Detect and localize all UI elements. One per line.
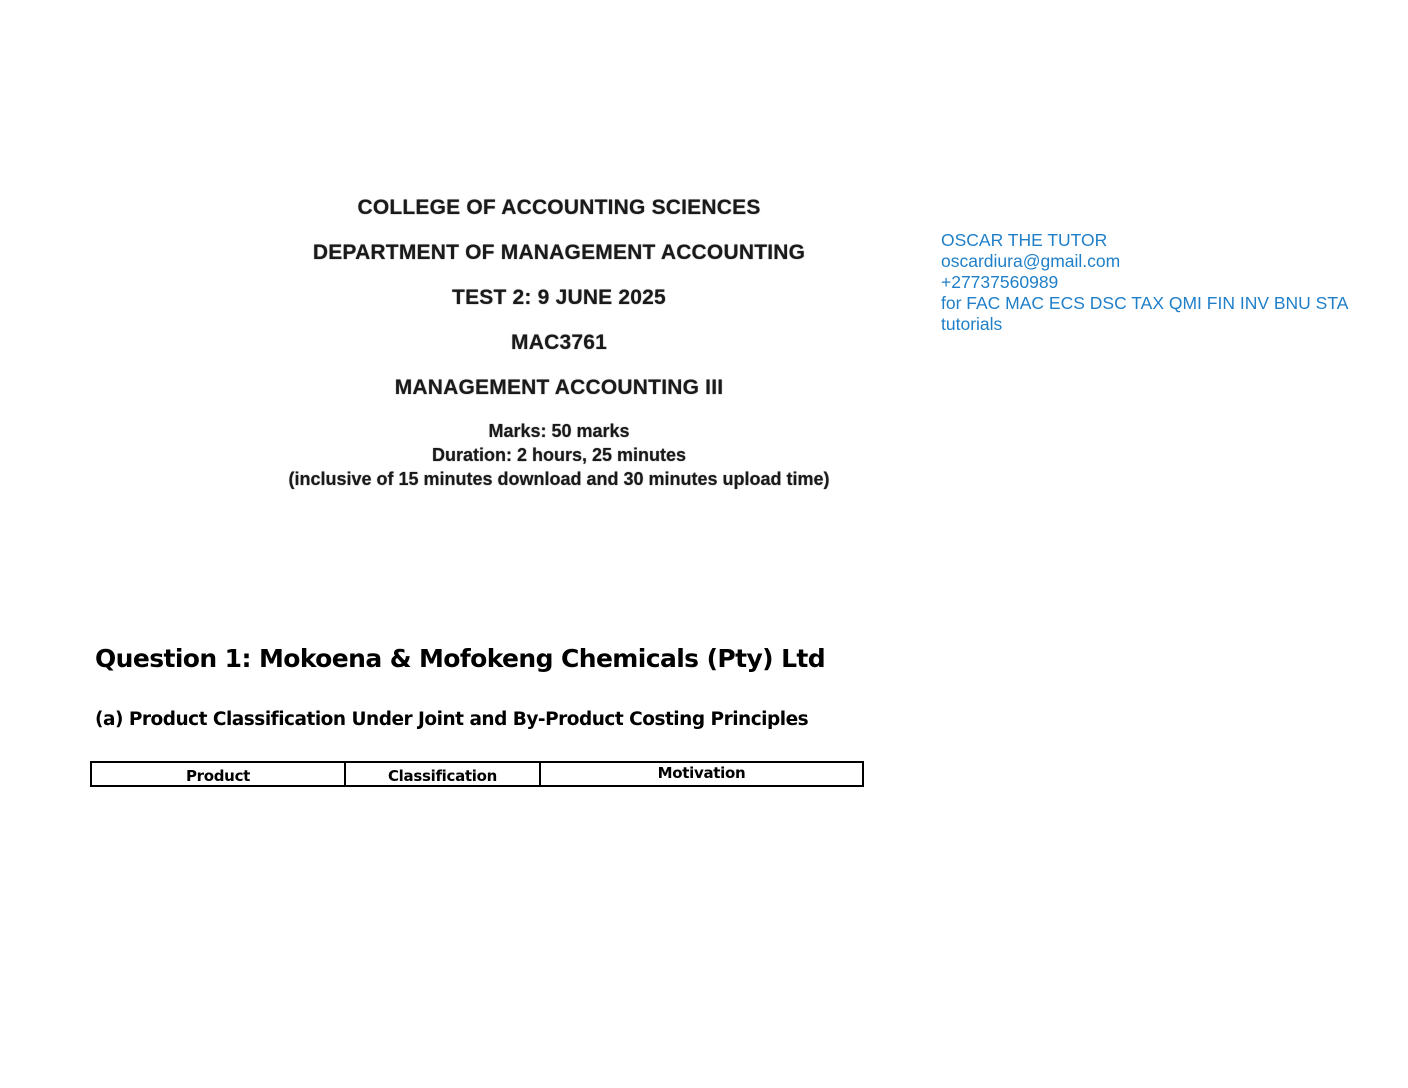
column-header-classification: Classification — [346, 763, 541, 785]
tutor-suffix: tutorials — [941, 314, 1003, 334]
tutor-contact-block — [941, 230, 1348, 335]
tutor-phone: +27737560989 — [941, 272, 1059, 292]
duration-note: (inclusive of 15 minutes download and 30 minutes upload time) — [288, 469, 830, 489]
classification-table — [90, 761, 864, 787]
question-title: Question 1: Mokoena & Mofokeng Chemicals (Pty) Ltd — [95, 644, 826, 673]
tutor-name: OSCAR THE TUTOR — [941, 230, 1108, 250]
column-header-product: Product — [92, 763, 346, 785]
module-code: MAC3761 — [511, 331, 607, 354]
college-name: COLLEGE OF ACCOUNTING SCIENCES — [357, 196, 761, 219]
module-name: MANAGEMENT ACCOUNTING III — [394, 376, 724, 399]
department-name: DEPARTMENT OF MANAGEMENT ACCOUNTING — [312, 241, 806, 264]
tutor-subjects: for FAC MAC ECS DSC TAX QMI FIN INV BNU STA — [941, 293, 1349, 313]
part-a-title: (a) Product Classification Under Joint and By-Product Costing Principles — [95, 709, 809, 730]
test-date: TEST 2: 9 JUNE 2025 — [452, 286, 666, 309]
column-header-motivation: Motivation — [657, 763, 746, 782]
marks-line: Marks: 50 marks — [488, 421, 630, 441]
duration-line: Duration: 2 hours, 25 minutes — [431, 445, 687, 465]
tutor-email[interactable]: oscardiura@gmail.com — [941, 251, 1121, 271]
